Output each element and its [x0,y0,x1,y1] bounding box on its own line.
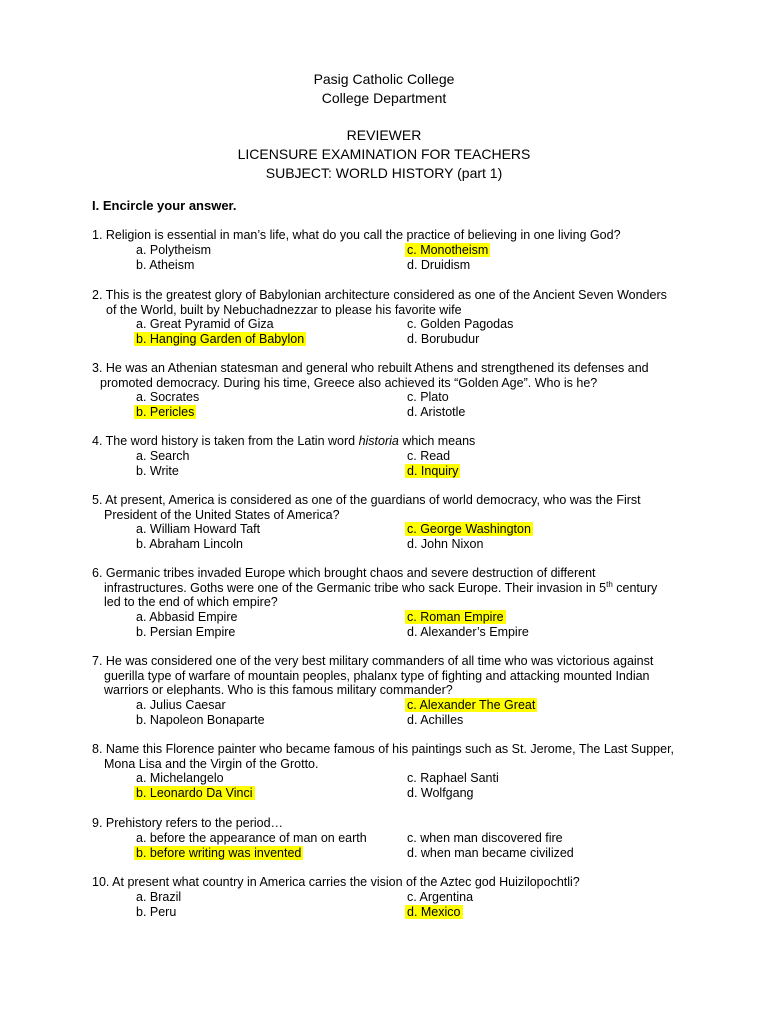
question-stem-continued: guerilla type of warfare of mountain peoples, phalanx type of fighting and attacking mounted Indian [104,668,650,683]
question-6 [92,566,682,640]
question-stem: 5. At present, America is considered as one of the guardians of world democracy, who was the First [92,493,641,507]
option-a: a. Socrates [136,390,200,404]
option-b-correct: b. Leonardo Da Vinci [136,786,253,800]
question-8 [92,742,682,801]
stem-text: which means [398,434,476,448]
stem-text: century [612,580,658,595]
option-b-correct: b. Hanging Garden of Babylon [136,332,305,346]
section-instruction: I. Encircle your answer. [92,198,237,213]
question-stem: 1. Religion is essential in man’s life, what do you call the practice of believing in one living God? [92,228,621,242]
question-stem-continued: of the World, built by Nebuchadnezzar to please his favorite wife [106,302,462,317]
question-stem: 6. Germanic tribes invaded Europe which brought chaos and severe destruction of different [92,566,596,580]
document-header [0,70,768,183]
option-b-correct: b. Pericles [136,405,195,419]
stem-text: infrastructures. Goths were one of the Germanic tribe who sack Europe. Their invasion in 5 [104,580,607,595]
question-1 [92,228,682,273]
question-stem-continued [92,581,682,596]
option-c: c. Plato [407,390,449,404]
option-d: d. Druidism [407,257,471,272]
subject-title: SUBJECT: WORLD HISTORY (part 1) [265,165,503,181]
question-stem-continued: led to the end of which empire? [104,595,278,609]
question-stem: 10. At present what country in America carries the vision of the Aztec god Huizilopochtli? [92,875,580,889]
stem-italic-word: historia [358,434,399,448]
question-stem-continued: promoted democracy. During his time, Greece also achieved its “Golden Age”. Who is he? [100,375,598,390]
department-name: College Department [321,90,447,106]
question-5 [92,493,682,552]
option-b: b. Atheism [136,257,195,272]
option-d: d. Alexander’s Empire [407,624,529,639]
option-c: c. when man discovered fire [407,830,563,845]
option-d: d. Aristotle [407,405,466,419]
exam-title: LICENSURE EXAMINATION FOR TEACHERS [237,146,531,162]
option-d: d. when man became civilized [407,845,574,860]
school-name: Pasig Catholic College [313,71,455,87]
option-a: a. Search [136,448,190,463]
question-stem-continued: warriors or elephants. Who is this famous military commander? [104,683,453,697]
option-d: d. Achilles [407,712,464,727]
question-stem: 3. He was an Athenian statesman and general who rebuilt Athens and strengthened its defenses and [92,361,649,375]
option-c-correct: c. George Washington [407,522,531,536]
option-b: b. Persian Empire [136,624,236,639]
option-a: a. William Howard Taft [136,522,261,536]
question-stem: 2. This is the greatest glory of Babylonian architecture considered as one of the Ancient Seven Wonders [92,288,667,302]
option-a: a. Brazil [136,889,182,904]
question-4 [92,434,682,479]
question-stem-continued: President of the United States of America? [104,507,340,522]
question-stem-continued: Mona Lisa and the Virgin of the Grotto. [104,756,319,771]
option-c-correct: c. Monotheism [407,242,489,257]
option-b: b. Write [136,463,179,478]
option-c: c. Argentina [407,889,474,904]
option-b: b. Abraham Lincoln [136,537,244,551]
option-d-correct: d. Mexico [407,904,461,919]
option-d-correct: d. Inquiry [407,463,459,478]
question-stem: 7. He was considered one of the very best military commanders of all time who was victorious against [92,654,654,668]
question-10 [92,875,682,920]
option-b: b. Napoleon Bonaparte [136,712,265,727]
option-b: b. Peru [136,904,177,919]
stem-text: 4. The word history is taken from the Latin word [92,434,359,448]
question-9 [92,816,682,861]
option-d: d. John Nixon [407,537,484,551]
option-d: d. Borubudur [407,332,480,346]
option-c: c. Read [407,448,451,463]
option-a: a. Abbasid Empire [136,609,238,624]
option-c-correct: c. Roman Empire [407,609,504,624]
option-c: c. Golden Pagodas [407,317,514,331]
document-type: REVIEWER [346,127,422,143]
question-stem: 9. Prehistory refers to the period… [92,816,284,830]
option-b-correct: b. before writing was invented [136,845,302,860]
option-a: a. Julius Caesar [136,697,226,712]
option-c: c. Raphael Santi [407,771,499,785]
option-a: a. before the appearance of man on earth [136,830,367,845]
question-3 [92,361,682,420]
option-a: a. Michelangelo [136,771,224,785]
option-c-correct: c. Alexander The Great [407,697,536,712]
option-d: d. Wolfgang [407,786,474,800]
question-7 [92,654,682,728]
ordinal-superscript: th [606,579,613,589]
option-a: a. Polytheism [136,242,212,257]
question-stem: 8. Name this Florence painter who became famous of his paintings such as St. Jerome, The Last Supper, [92,742,675,756]
question-2 [92,288,682,347]
option-a: a. Great Pyramid of Giza [136,317,274,331]
question-stem [92,434,682,449]
